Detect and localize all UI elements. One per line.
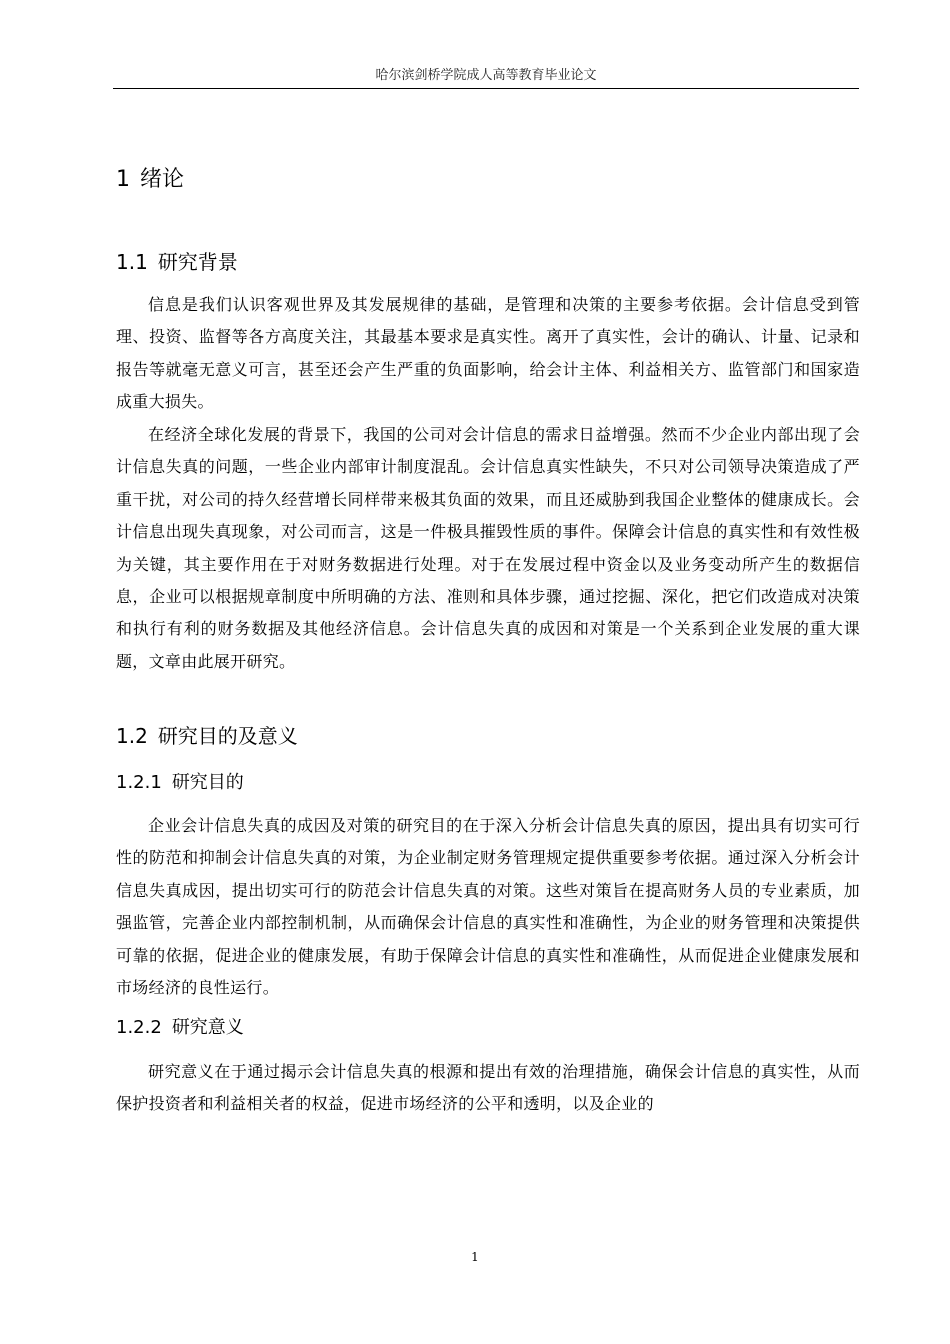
section-heading-purpose-significance xyxy=(116,723,298,749)
paragraph-purpose: 企业会计信息失真的成因及对策的研究目的在于深入分析会计信息失真的原因，提出具有切实可行性的防范和抑制会计信息失真的对策，为企业制定财务管理规定提供重要参考依据。通过深入分析会计信息失真成因，提出切实可行的防范会计信息失真的对策。这些对策旨在提高财务人员的专业素质，加强监管，完善企业内部控制机制，从而确保会计信息的真实性和准确性，为企业的财务管理和决策提供可靠的依据，促进企业的健康发展，有助于保障会计信息的真实性和准确性，从而促进企业健康发展和市场经济的良性运行。 xyxy=(116,816,860,998)
section-title: 研究背景 xyxy=(157,250,238,274)
subsection-title: 研究意义 xyxy=(171,1017,244,1038)
chapter-heading xyxy=(116,166,184,194)
subsection-number: 1.2.2 xyxy=(116,1017,162,1038)
section-title: 研究目的及意义 xyxy=(157,724,298,748)
page-number: 1 xyxy=(471,1250,479,1264)
header-rule xyxy=(113,88,859,89)
chapter-number: 1 xyxy=(116,167,130,192)
subsection-title: 研究目的 xyxy=(171,772,244,793)
page-header: 哈尔滨剑桥学院成人高等教育毕业论文 xyxy=(375,68,597,83)
subsection-heading-purpose xyxy=(116,771,244,795)
subsection-number: 1.2.1 xyxy=(116,772,162,793)
paragraph-background-2: 在经济全球化发展的背景下，我国的公司对会计信息的需求日益增强。然而不少企业内部出现了会计信息失真的问题，一些企业内部审计制度混乱。会计信息真实性缺失，不只对公司领导决策造成了严重干扰，对公司的持久经营增长同样带来极其负面的效果，而且还威胁到我国企业整体的健康成长。会计信息出现失真现象，对公司而言，这是一件极具摧毁性质的事件。保障会计信息的真实性和有效性极为关键，其主要作用在于对财务数据进行处理。对于在发展过程中资金以及业务变动所产生的数据信息，企业可以根据规章制度中所明确的方法、准则和具体步骤，通过挖掘、深化，把它们改造成对决策和执行有利的财务数据及其他经济信息。会计信息失真的成因和对策是一个关系到企业发展的重大课题，文章由此展开研究。 xyxy=(116,425,860,671)
subsection-heading-significance xyxy=(116,1016,244,1040)
section-heading-background xyxy=(116,249,238,275)
paragraph-significance: 研究意义在于通过揭示会计信息失真的根源和提出有效的治理措施，确保会计信息的真实性，从而保护投资者和利益相关者的权益，促进市场经济的公平和透明，以及企业的 xyxy=(116,1062,860,1114)
chapter-title: 绪论 xyxy=(140,167,185,192)
section-number: 1.1 xyxy=(116,250,148,274)
section-number: 1.2 xyxy=(116,724,148,748)
paragraph-background-1: 信息是我们认识客观世界及其发展规律的基础，是管理和决策的主要参考依据。会计信息受到管理、投资、监督等各方高度关注，其最基本要求是真实性。离开了真实性，会计的确认、计量、记录和报告等就毫无意义可言，甚至还会产生严重的负面影响，给会计主体、利益相关方、监管部门和国家造成重大损失。 xyxy=(116,295,860,412)
